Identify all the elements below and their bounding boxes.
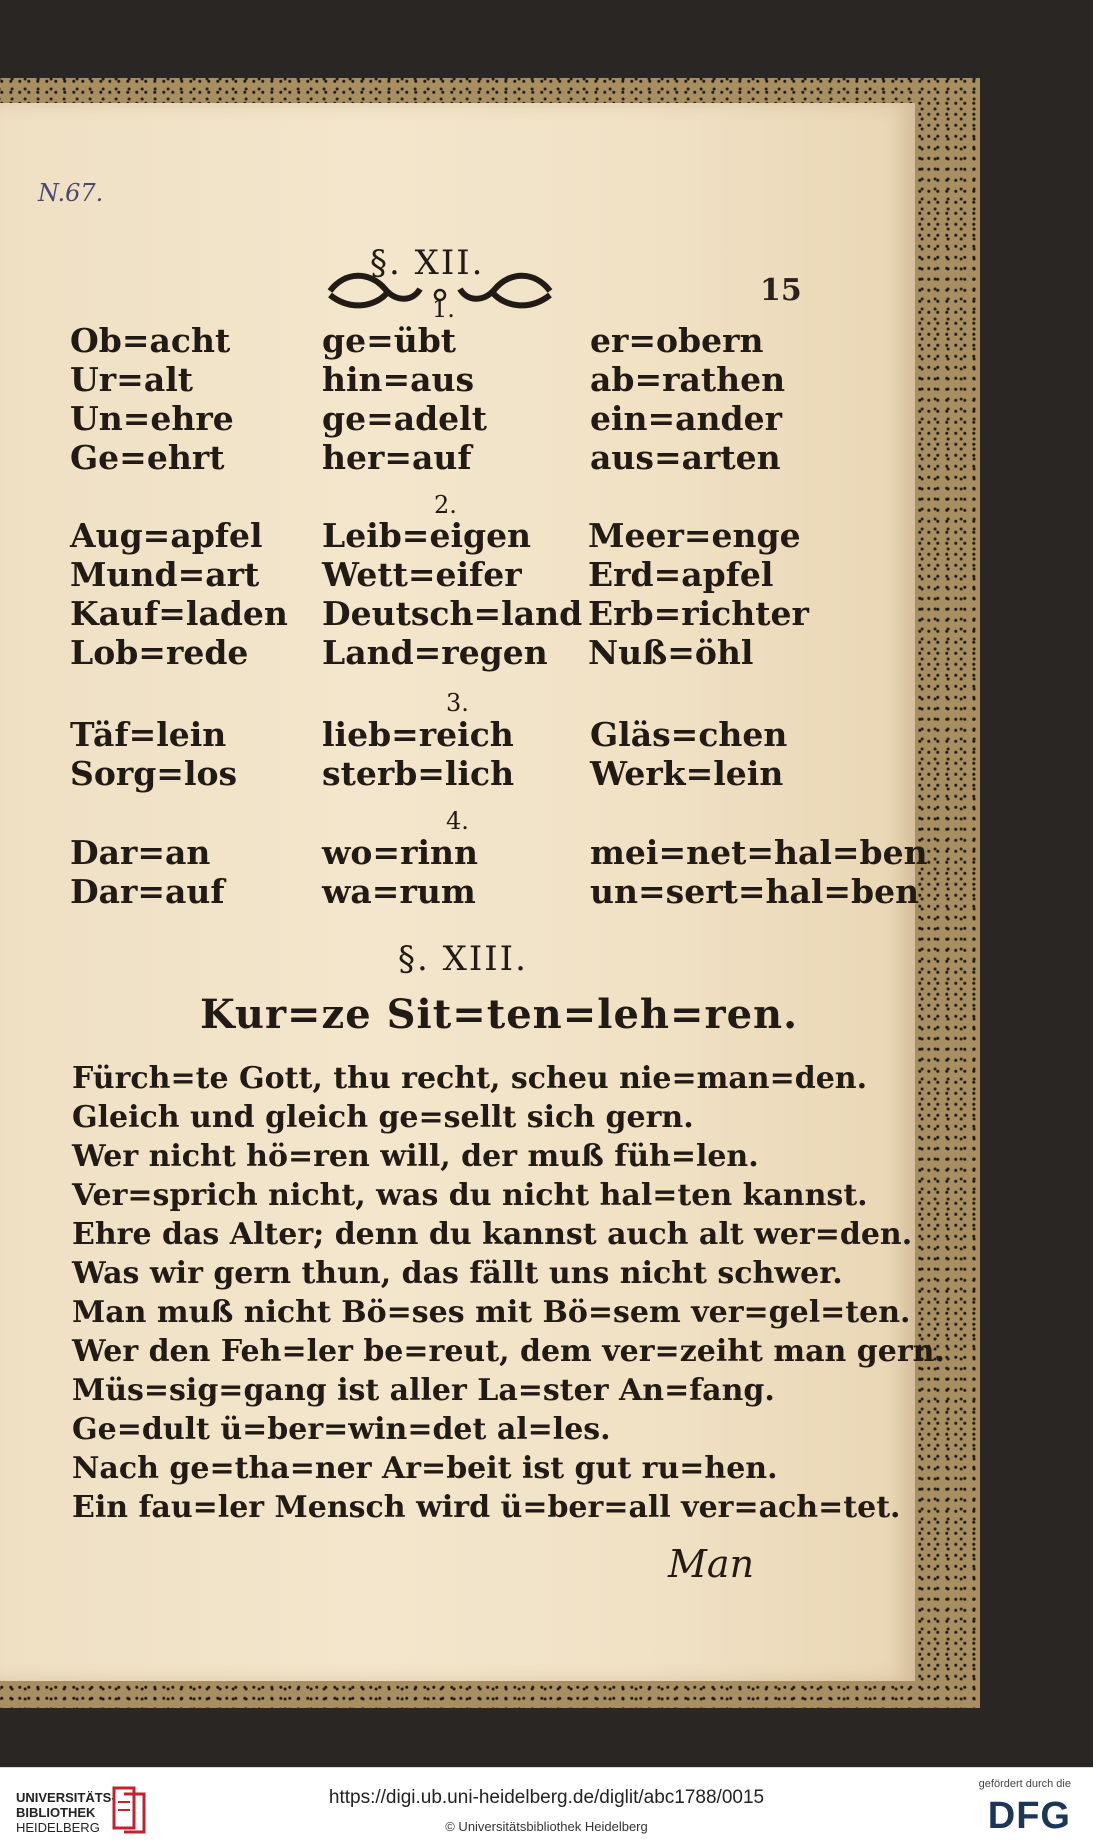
word-cell: aus=arten: [590, 438, 781, 477]
word-cell: Erb=richter: [588, 594, 809, 633]
group-label: 3.: [446, 689, 469, 717]
logo-line: UNIVERSITÄTS-: [16, 1790, 116, 1805]
word-cell: Deutsch=land: [322, 594, 583, 633]
sentence-line: Fürch=te Gott, thu recht, scheu nie=man=den.: [72, 1061, 868, 1096]
sentence-line: Ver=sprich nicht, was du nicht hal=ten kannst.: [72, 1178, 868, 1213]
word-cell: Meer=enge: [588, 516, 801, 555]
funding-note: gefördert durch die: [978, 1778, 1071, 1790]
sentence-line: Ein fau=ler Mensch wird ü=ber=all ver=ach=tet.: [72, 1490, 901, 1525]
word-cell: ab=rathen: [590, 360, 786, 399]
page-number: 15: [760, 273, 802, 308]
group-label: 1.: [432, 295, 455, 323]
sentence-line: Müs=sig=gang ist aller La=ster An=fang.: [72, 1373, 775, 1408]
sentence-line: Man muß nicht Bö=ses mit Bö=sem ver=gel=ten.: [72, 1295, 911, 1330]
document-url[interactable]: https://digi.ub.uni-heidelberg.de/diglit/abc1788/0015: [328, 1787, 765, 1808]
word-cell: Ob=acht: [70, 321, 231, 360]
word-cell: Un=ehre: [70, 399, 234, 438]
sentence-line: Wer den Feh=ler be=reut, dem ver=zeiht man gern.: [72, 1334, 945, 1369]
logo-line: BIBLIOTHEK: [16, 1805, 96, 1820]
word-cell: Lob=rede: [70, 633, 249, 672]
sentence-line: Gleich und gleich ge=sellt sich gern.: [72, 1100, 694, 1135]
section-title-13: §. XIII.: [398, 939, 528, 979]
word-cell: Täf=lein: [70, 715, 227, 754]
sentence-line: Ge=dult ü=ber=win=det al=les.: [72, 1412, 611, 1447]
word-cell: her=auf: [322, 438, 472, 477]
word-cell: hin=aus: [322, 360, 475, 399]
word-cell: Dar=auf: [70, 872, 225, 911]
word-cell: ein=ander: [590, 399, 783, 438]
word-cell: ge=übt: [322, 321, 457, 360]
word-cell: wo=rinn: [322, 833, 478, 872]
margin-note: N.67.: [38, 179, 104, 207]
word-cell: Werk=lein: [590, 754, 784, 793]
word-cell: Land=regen: [322, 633, 548, 672]
sentence-line: Wer nicht hö=ren will, der muß füh=len.: [72, 1139, 759, 1174]
sentence-line: Nach ge=tha=ner Ar=beit ist gut ru=hen.: [72, 1451, 778, 1486]
word-cell: Leib=eigen: [322, 516, 532, 555]
word-cell: ge=adelt: [322, 399, 487, 438]
word-cell: sterb=lich: [322, 754, 515, 793]
word-cell: Nuß=öhl: [588, 633, 754, 672]
word-cell: Aug=apfel: [70, 516, 263, 555]
word-cell: Wett=eifer: [322, 555, 522, 594]
word-cell: mei=net=hal=ben: [590, 833, 928, 872]
word-cell: wa=rum: [322, 872, 476, 911]
sentence-line: Was wir gern thun, das fällt uns nicht schwer.: [72, 1256, 843, 1291]
word-cell: Gläs=chen: [590, 715, 788, 754]
logo-line: HEIDELBERG: [16, 1820, 100, 1835]
group-label: 2.: [434, 491, 457, 519]
word-cell: un=sert=hal=ben: [590, 872, 920, 911]
word-cell: Sorg=los: [70, 754, 238, 793]
word-cell: er=obern: [590, 321, 764, 360]
copyright-notice: © Universitätsbibliothek Heidelberg: [445, 1819, 648, 1834]
word-cell: Kauf=laden: [70, 594, 288, 633]
dfg-logo[interactable]: DFG: [987, 1795, 1071, 1837]
group-label: 4.: [446, 807, 469, 835]
word-cell: Ge=ehrt: [70, 438, 225, 477]
word-cell: Erd=apfel: [588, 555, 774, 594]
word-cell: Dar=an: [70, 833, 211, 872]
catchword: Man: [668, 1542, 755, 1586]
viewer-footer: [0, 1767, 1093, 1848]
word-cell: Ur=alt: [70, 360, 193, 399]
word-cell: Mund=art: [70, 555, 260, 594]
section-title-12: §. XII.: [370, 243, 485, 283]
sentence-line: Ehre das Alter; denn du kannst auch alt wer=den.: [72, 1217, 913, 1252]
word-cell: lieb=reich: [322, 715, 514, 754]
book-page: [0, 103, 945, 1681]
section-heading: Kur=ze Sit=ten=leh=ren.: [200, 991, 799, 1038]
